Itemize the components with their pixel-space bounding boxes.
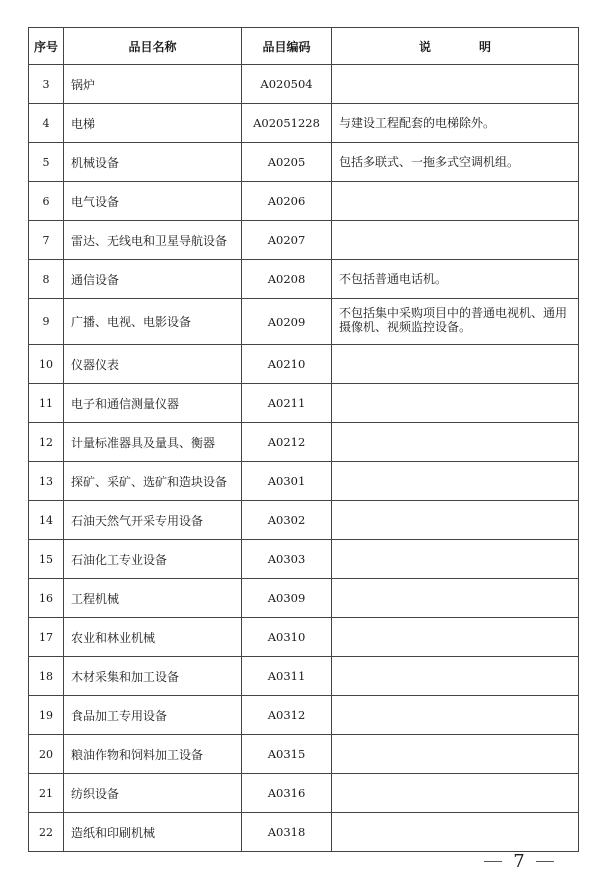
cell-serial-number: 18 bbox=[29, 657, 64, 696]
cell-item-name: 木材采集和加工设备 bbox=[64, 657, 242, 696]
cell-item-code: A0208 bbox=[242, 260, 332, 299]
cell-serial-number: 20 bbox=[29, 735, 64, 774]
cell-item-name: 造纸和印刷机械 bbox=[64, 813, 242, 852]
cell-item-name: 探矿、采矿、选矿和造块设备 bbox=[64, 462, 242, 501]
cell-item-name: 电子和通信测量仪器 bbox=[64, 384, 242, 423]
cell-description bbox=[332, 501, 579, 540]
table-row bbox=[29, 501, 579, 540]
cell-item-code: A02051228 bbox=[242, 104, 332, 143]
cell-serial-number: 13 bbox=[29, 462, 64, 501]
table-header-row bbox=[29, 28, 579, 65]
cell-item-code: A020504 bbox=[242, 65, 332, 104]
table-row bbox=[29, 345, 579, 384]
cell-description bbox=[332, 462, 579, 501]
cell-item-name: 通信设备 bbox=[64, 260, 242, 299]
cell-item-code: A0301 bbox=[242, 462, 332, 501]
cell-item-code: A0209 bbox=[242, 299, 332, 345]
cell-item-code: A0211 bbox=[242, 384, 332, 423]
cell-item-name: 仪器仪表 bbox=[64, 345, 242, 384]
footer-dash-right bbox=[536, 861, 554, 862]
cell-description bbox=[332, 618, 579, 657]
table-row bbox=[29, 618, 579, 657]
cell-serial-number: 3 bbox=[29, 65, 64, 104]
cell-description bbox=[332, 384, 579, 423]
table-row bbox=[29, 735, 579, 774]
cell-serial-number: 19 bbox=[29, 696, 64, 735]
table-row bbox=[29, 423, 579, 462]
cell-item-name: 机械设备 bbox=[64, 143, 242, 182]
cell-description bbox=[332, 540, 579, 579]
cell-item-code: A0316 bbox=[242, 774, 332, 813]
cell-item-name: 雷达、无线电和卫星导航设备 bbox=[64, 221, 242, 260]
cell-serial-number: 15 bbox=[29, 540, 64, 579]
cell-description bbox=[332, 221, 579, 260]
cell-serial-number: 21 bbox=[29, 774, 64, 813]
table-row bbox=[29, 260, 579, 299]
cell-description bbox=[332, 774, 579, 813]
table-row bbox=[29, 143, 579, 182]
table-row bbox=[29, 65, 579, 104]
cell-serial-number: 22 bbox=[29, 813, 64, 852]
cell-serial-number: 12 bbox=[29, 423, 64, 462]
cell-description: 不包括集中采购项目中的普通电视机、通用摄像机、视频监控设备。 bbox=[332, 299, 579, 345]
cell-description bbox=[332, 657, 579, 696]
table-row bbox=[29, 813, 579, 852]
cell-description bbox=[332, 345, 579, 384]
cell-item-code: A0210 bbox=[242, 345, 332, 384]
cell-item-name: 石油天然气开采专用设备 bbox=[64, 501, 242, 540]
table-row bbox=[29, 299, 579, 345]
table-row bbox=[29, 104, 579, 143]
cell-description bbox=[332, 696, 579, 735]
cell-item-code: A0315 bbox=[242, 735, 332, 774]
footer-dash-left bbox=[484, 861, 502, 862]
header-description: 说 明 bbox=[332, 28, 579, 65]
cell-item-name: 粮油作物和饲料加工设备 bbox=[64, 735, 242, 774]
cell-item-name: 工程机械 bbox=[64, 579, 242, 618]
cell-serial-number: 5 bbox=[29, 143, 64, 182]
cell-item-name: 纺织设备 bbox=[64, 774, 242, 813]
cell-item-name: 食品加工专用设备 bbox=[64, 696, 242, 735]
cell-serial-number: 11 bbox=[29, 384, 64, 423]
cell-item-code: A0207 bbox=[242, 221, 332, 260]
cell-item-name: 计量标准器具及量具、衡器 bbox=[64, 423, 242, 462]
cell-item-code: A0302 bbox=[242, 501, 332, 540]
table-row bbox=[29, 657, 579, 696]
cell-description bbox=[332, 182, 579, 221]
table-row bbox=[29, 384, 579, 423]
cell-serial-number: 4 bbox=[29, 104, 64, 143]
cell-description bbox=[332, 813, 579, 852]
cell-item-code: A0212 bbox=[242, 423, 332, 462]
page-footer bbox=[484, 850, 554, 872]
cell-item-name: 广播、电视、电影设备 bbox=[64, 299, 242, 345]
cell-item-name: 电气设备 bbox=[64, 182, 242, 221]
table-row bbox=[29, 221, 579, 260]
header-item-code: 品目编码 bbox=[242, 28, 332, 65]
cell-item-code: A0206 bbox=[242, 182, 332, 221]
cell-item-code: A0205 bbox=[242, 143, 332, 182]
page-number: 7 bbox=[513, 850, 525, 872]
cell-item-code: A0309 bbox=[242, 579, 332, 618]
table-row bbox=[29, 540, 579, 579]
table-row bbox=[29, 462, 579, 501]
header-item-name: 品目名称 bbox=[64, 28, 242, 65]
cell-serial-number: 16 bbox=[29, 579, 64, 618]
cell-serial-number: 14 bbox=[29, 501, 64, 540]
cell-description bbox=[332, 735, 579, 774]
cell-serial-number: 10 bbox=[29, 345, 64, 384]
cell-description: 与建设工程配套的电梯除外。 bbox=[332, 104, 579, 143]
cell-item-code: A0318 bbox=[242, 813, 332, 852]
cell-item-name: 电梯 bbox=[64, 104, 242, 143]
header-serial-number: 序号 bbox=[29, 28, 64, 65]
cell-description: 不包括普通电话机。 bbox=[332, 260, 579, 299]
table-row bbox=[29, 774, 579, 813]
cell-serial-number: 17 bbox=[29, 618, 64, 657]
table-row bbox=[29, 579, 579, 618]
cell-item-code: A0303 bbox=[242, 540, 332, 579]
cell-description bbox=[332, 579, 579, 618]
cell-description bbox=[332, 423, 579, 462]
cell-item-code: A0312 bbox=[242, 696, 332, 735]
cell-item-code: A0311 bbox=[242, 657, 332, 696]
cell-description bbox=[332, 65, 579, 104]
table-row bbox=[29, 696, 579, 735]
cell-item-name: 农业和林业机械 bbox=[64, 618, 242, 657]
cell-serial-number: 9 bbox=[29, 299, 64, 345]
table-row bbox=[29, 182, 579, 221]
catalog-table bbox=[28, 27, 579, 852]
cell-description: 包括多联式、一拖多式空调机组。 bbox=[332, 143, 579, 182]
cell-item-code: A0310 bbox=[242, 618, 332, 657]
cell-serial-number: 8 bbox=[29, 260, 64, 299]
cell-serial-number: 6 bbox=[29, 182, 64, 221]
cell-item-name: 石油化工专业设备 bbox=[64, 540, 242, 579]
cell-item-name: 锅炉 bbox=[64, 65, 242, 104]
cell-serial-number: 7 bbox=[29, 221, 64, 260]
